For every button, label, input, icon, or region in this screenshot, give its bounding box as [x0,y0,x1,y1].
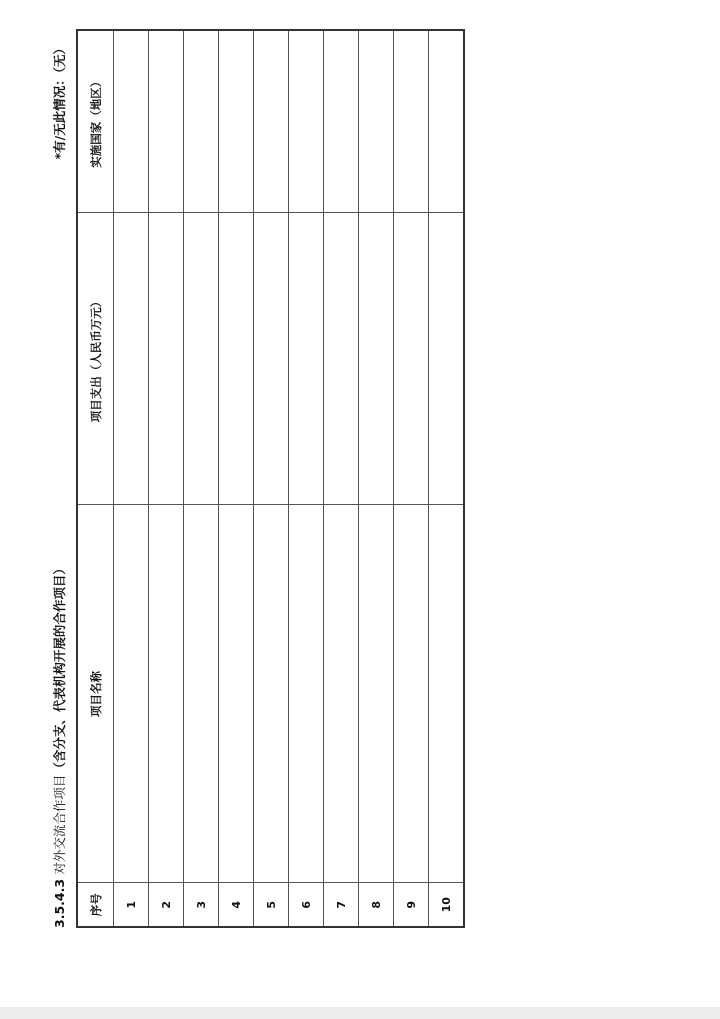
row-number: 1 [114,883,149,927]
table-row [429,30,465,927]
project-name-cell [184,505,219,883]
table-row [219,30,254,927]
header-no: 序号 [77,883,114,927]
country-cell [184,30,219,213]
availability-note: *有/无此情况：（无） [52,42,67,160]
project-expense-cell [219,213,254,505]
scan-bottom-edge [0,1007,720,1019]
table-row [254,30,289,927]
header-project-name: 项目名称 [77,505,114,883]
project-name-cell [429,505,465,883]
country-cell [149,30,184,213]
cooperation-projects-table [76,29,465,928]
row-number: 10 [429,883,465,927]
project-expense-cell [429,213,465,505]
table-row [149,30,184,927]
section-number: 3.5.4.3 [52,878,67,928]
table-row [114,30,149,927]
project-expense-cell [254,213,289,505]
table-header-row [77,30,114,927]
section-title-plain: 对外交流合作项目 [52,774,67,875]
country-cell [114,30,149,213]
project-name-cell [254,505,289,883]
project-expense-cell [149,213,184,505]
country-cell [219,30,254,213]
table-row [324,30,359,927]
section-title-bold: （含分支、代表机构开展的合作项目） [52,562,67,775]
row-number: 9 [394,883,429,927]
country-cell [254,30,289,213]
header-country: 实施国家（地区） [77,30,114,213]
row-number: 3 [184,883,219,927]
country-cell [394,30,429,213]
project-name-cell [114,505,149,883]
project-name-cell [219,505,254,883]
project-expense-cell [289,213,324,505]
country-cell [289,30,324,213]
country-cell [429,30,465,213]
row-number: 7 [324,883,359,927]
row-number: 5 [254,883,289,927]
project-expense-cell [184,213,219,505]
row-number: 4 [219,883,254,927]
project-name-cell [149,505,184,883]
table-row [394,30,429,927]
rotated-page [48,20,668,940]
project-expense-cell [324,213,359,505]
table-row [359,30,394,927]
country-cell [359,30,394,213]
project-name-cell [289,505,324,883]
project-name-cell [324,505,359,883]
project-expense-cell [359,213,394,505]
table-row [184,30,219,927]
table-row [289,30,324,927]
header-project-expense: 项目支出（人民币万元） [77,213,114,505]
project-name-cell [394,505,429,883]
row-number: 8 [359,883,394,927]
project-name-cell [359,505,394,883]
section-heading [48,562,72,928]
project-expense-cell [114,213,149,505]
project-expense-cell [394,213,429,505]
row-number: 6 [289,883,324,927]
row-number: 2 [149,883,184,927]
country-cell [324,30,359,213]
